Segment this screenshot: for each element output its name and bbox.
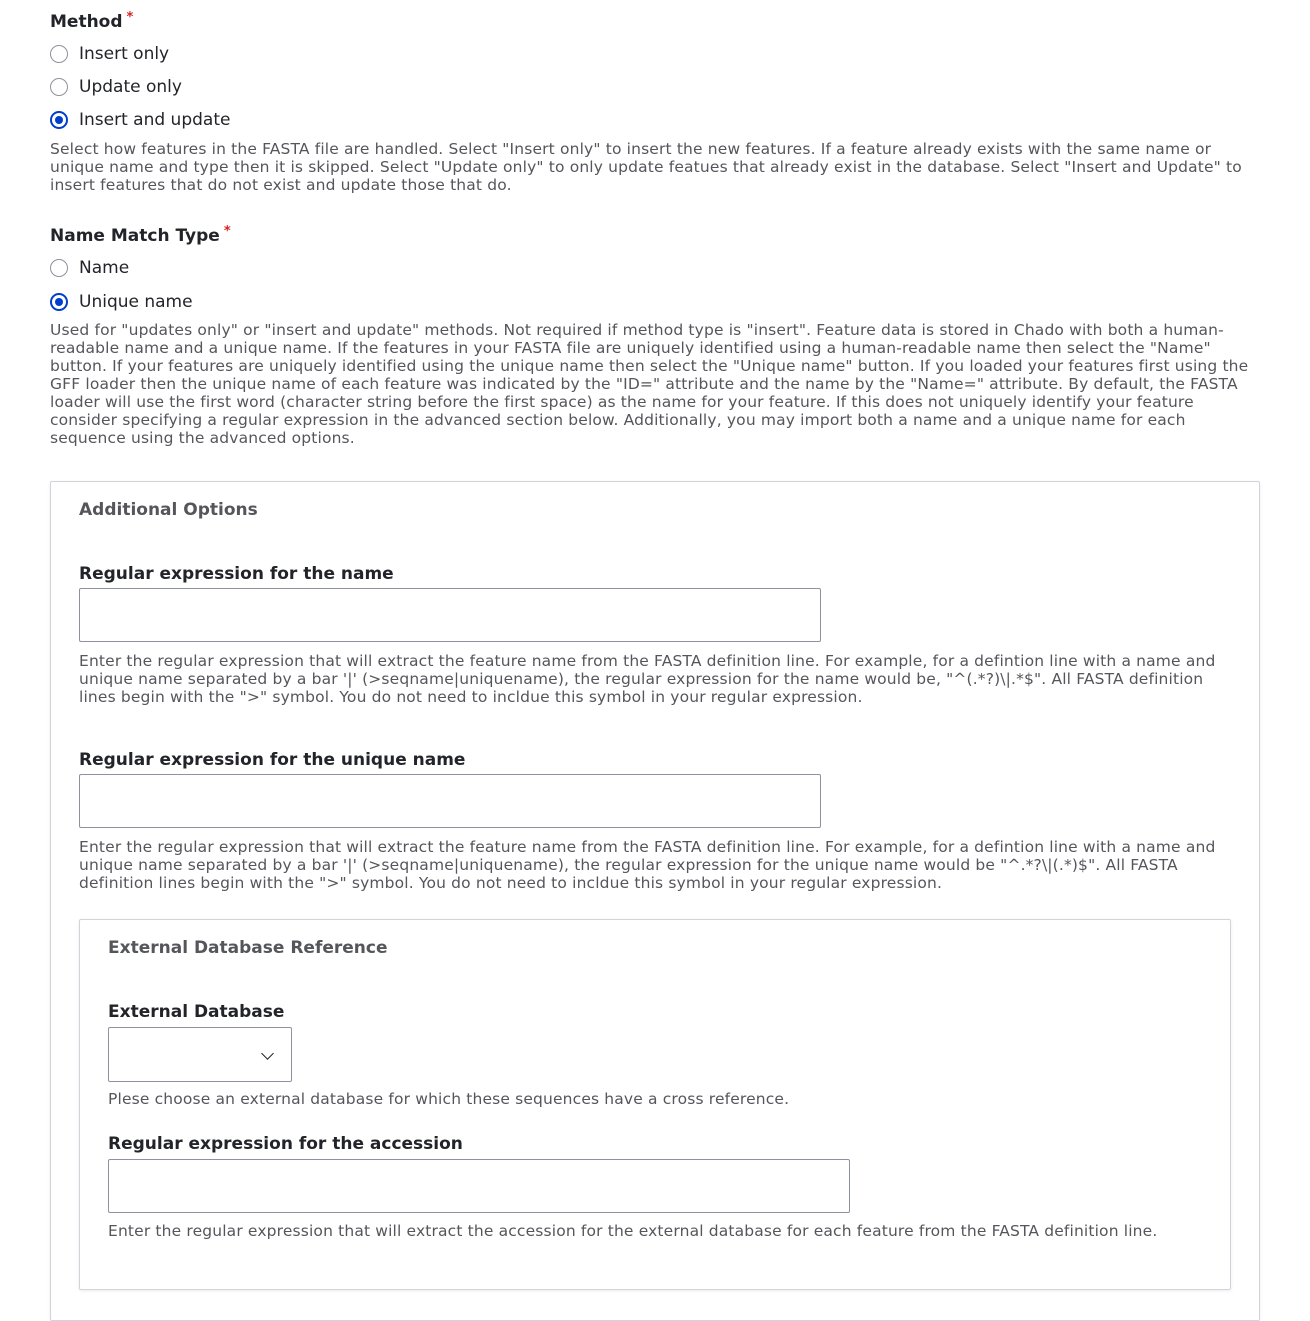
radio-label-update-only[interactable]: Update only bbox=[79, 76, 182, 97]
method-option-insert-and-update[interactable] bbox=[50, 103, 230, 136]
name-match-field bbox=[50, 225, 231, 247]
method-option-insert-only[interactable] bbox=[50, 37, 230, 70]
name-match-label-text: Name Match Type bbox=[50, 226, 220, 246]
accession-regex-description: Enter the regular expression that will extract the accession for the external database for each feature from the FASTA definition line. bbox=[108, 1222, 1158, 1240]
additional-options-fieldset bbox=[50, 481, 1260, 1321]
required-marker: * bbox=[223, 224, 231, 239]
external-db-legend: External Database Reference bbox=[108, 938, 388, 958]
method-field bbox=[50, 11, 133, 33]
regex-uniquename-input[interactable] bbox=[79, 774, 821, 828]
radio-label-name[interactable]: Name bbox=[79, 257, 130, 278]
name-match-option-name[interactable] bbox=[50, 251, 193, 284]
external-db-description: Plese choose an external database for which these sequences have a cross reference. bbox=[108, 1090, 790, 1108]
external-db-select[interactable] bbox=[108, 1027, 292, 1082]
regex-name-label: Regular expression for the name bbox=[79, 564, 394, 584]
additional-options-legend: Additional Options bbox=[79, 500, 258, 520]
radio-insert-only[interactable] bbox=[50, 45, 68, 63]
regex-uniquename-label: Regular expression for the unique name bbox=[79, 750, 466, 770]
name-match-radio-group bbox=[50, 251, 193, 318]
radio-insert-and-update[interactable] bbox=[50, 111, 68, 129]
accession-regex-label: Regular expression for the accession bbox=[108, 1134, 463, 1154]
radio-update-only[interactable] bbox=[50, 78, 68, 96]
radio-name[interactable] bbox=[50, 259, 68, 277]
accession-regex-input[interactable] bbox=[108, 1159, 850, 1213]
chevron-down-icon bbox=[261, 1047, 274, 1060]
external-db-label: External Database bbox=[108, 1002, 285, 1022]
method-description: Select how features in the FASTA file are handled. Select "Insert only" to insert the new features. If a feature already exists with the same name or unique name and type then it is skipped. Select "Update only" to only update featues that already exist in the database. Select "Insert and Update" to insert features that do not exist and update those that do. bbox=[50, 140, 1242, 194]
radio-unique-name[interactable] bbox=[50, 293, 68, 311]
name-match-option-unique-name[interactable] bbox=[50, 285, 193, 318]
method-label bbox=[50, 11, 133, 33]
method-label-text: Method bbox=[50, 12, 123, 32]
method-option-update-only[interactable] bbox=[50, 70, 230, 103]
name-match-description: Used for "updates only" or "insert and update" methods. Not required if method type is "insert". Feature data is stored in Chado with both a human-readable name and a unique name. If the features in your FASTA file are uniquely identified using a human-readable name then select the "Name" button. If your features are uniquely identified using the unique name then select the "Unique name" button. If you loaded your features first using the GFF loader then the unique name of each feature was indicated by the "ID=" attribute and the name by the "Name=" attribute. By default, the FASTA loader will use the first word (character string before the first space) as the name for your feature. If this does not uniquely identify your feature consider specifying a regular expression in the advanced section below. Additionally, you may import both a name and a unique name for each sequence using the advanced options. bbox=[50, 321, 1249, 447]
external-db-fieldset bbox=[79, 919, 1231, 1290]
radio-label-insert-only[interactable]: Insert only bbox=[79, 43, 170, 64]
radio-label-unique-name[interactable]: Unique name bbox=[79, 291, 193, 312]
method-radio-group bbox=[50, 37, 230, 136]
regex-uniquename-description: Enter the regular expression that will extract the feature name from the FASTA definition line. For example, for a defintion line with a name and unique name separated by a bar '|' (>seqname|uniquename), the regular expression for the unique name would be "^.*?\|(.*)$". All FASTA definition lines begin with the ">" symbol. You do not need to incldue this symbol in your regular expression. bbox=[79, 838, 1216, 892]
regex-name-input[interactable] bbox=[79, 588, 821, 642]
radio-label-insert-and-update[interactable]: Insert and update bbox=[79, 109, 231, 130]
required-marker: * bbox=[126, 10, 134, 25]
regex-name-description: Enter the regular expression that will extract the feature name from the FASTA definition line. For example, for a defintion line with a name and unique name separated by a bar '|' (>seqname|uniquename), the regular expression for the name would be, "^(.*?)\|.*$". All FASTA definition lines begin with the ">" symbol. You do not need to incldue this symbol in your regular expression. bbox=[79, 652, 1216, 706]
name-match-label bbox=[50, 225, 231, 247]
